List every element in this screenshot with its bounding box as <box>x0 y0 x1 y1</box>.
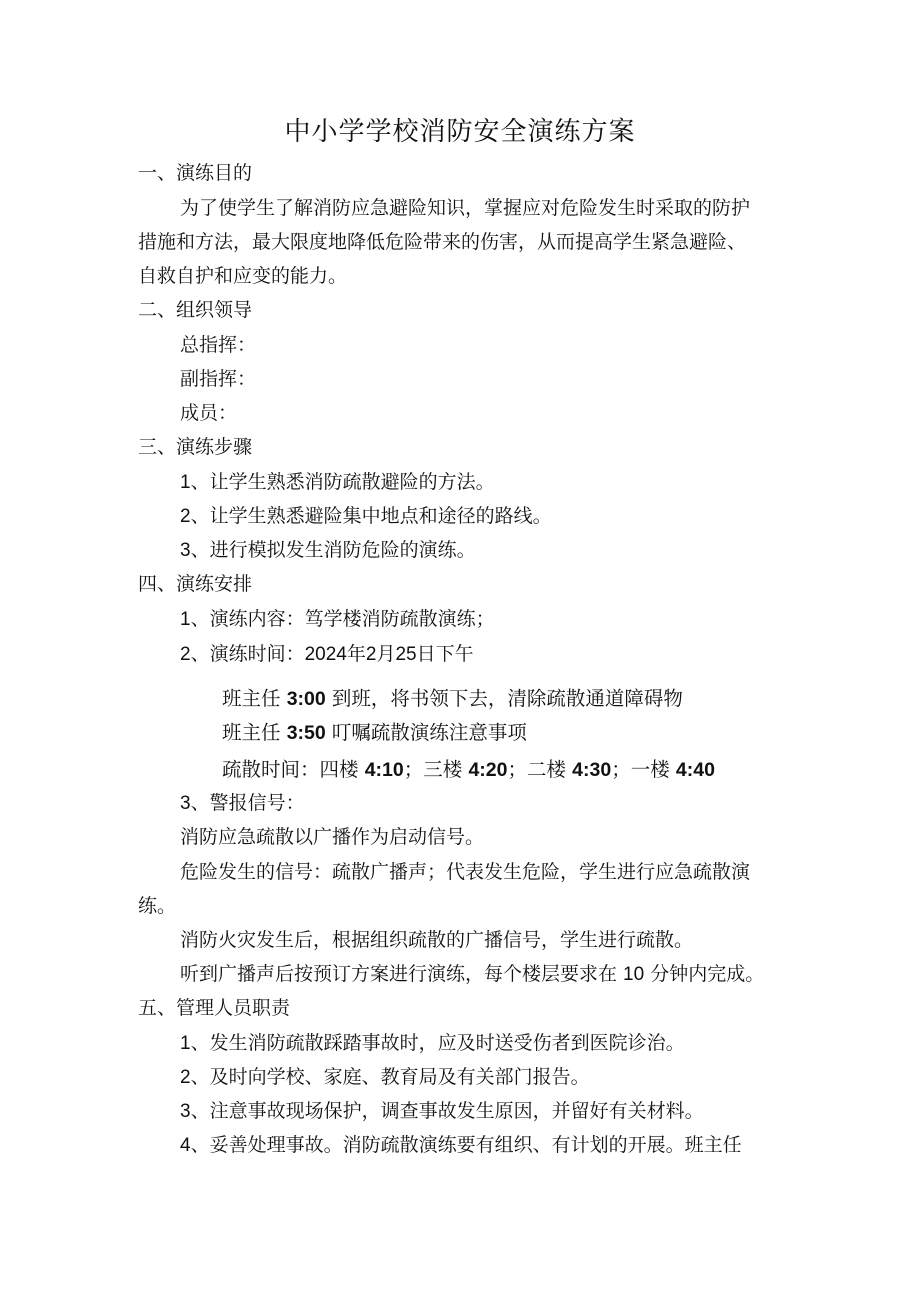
deputy-commander-label: 副指挥： <box>180 368 257 390</box>
section-heading-4: 四、演练安排 <box>138 573 253 595</box>
paragraph-line: 为了使学生了解消防应急避险知识，掌握应对危险发生时采取的防护 <box>180 197 751 219</box>
members-label: 成员： <box>180 402 238 424</box>
list-item: 1、让学生熟悉消防疏散避险的方法。 <box>180 471 495 493</box>
list-item: 1、发生消防疏散踩踏事故时，应及时送受伤者到医院诊治。 <box>180 1032 685 1054</box>
paragraph-line: 消防火灾发生后，根据组织疏散的广播信号，学生进行疏散。 <box>180 929 694 951</box>
list-item: 2、及时向学校、家庭、教育局及有关部门报告。 <box>180 1066 590 1088</box>
paragraph-line: 自救自护和应变的能力。 <box>138 265 348 287</box>
schedule-line: 班主任 3:50 叮嘱疏散演练注意事项 <box>222 721 527 744</box>
paragraph-line: 练。 <box>138 895 177 917</box>
schedule-line: 班主任 3:00 到班，将书领下去，清除疏散通道障碍物 <box>222 687 683 710</box>
list-item: 2、演练时间：2024年2月25日下午 <box>180 643 474 665</box>
section-heading-1: 一、演练目的 <box>138 162 253 184</box>
section-heading-3: 三、演练步骤 <box>138 436 253 458</box>
list-item: 4、妥善处理事故。消防疏散演练要有组织、有计划的开展。班主任 <box>180 1134 742 1156</box>
list-item: 1、演练内容：笃学楼消防疏散演练； <box>180 608 495 630</box>
section-heading-2: 二、组织领导 <box>138 299 253 321</box>
page-title: 中小学学校消防安全演练方案 <box>284 117 636 147</box>
list-item: 3、警报信号： <box>180 792 305 814</box>
list-item: 3、进行模拟发生消防危险的演练。 <box>180 539 476 561</box>
paragraph-line: 措施和方法，最大限度地降低危险带来的伤害，从而提高学生紧急避险、 <box>138 231 747 253</box>
commander-label: 总指挥： <box>180 334 257 356</box>
list-item: 2、让学生熟悉避险集中地点和途径的路线。 <box>180 505 552 527</box>
paragraph-line: 听到广播声后按预订方案进行演练，每个楼层要求在 10 分钟内完成。 <box>180 963 765 985</box>
paragraph-line: 消防应急疏散以广播作为启动信号。 <box>180 826 485 848</box>
list-item: 3、注意事故现场保护，调查事故发生原因，并留好有关材料。 <box>180 1100 704 1122</box>
paragraph-line: 危险发生的信号：疏散广播声；代表发生危险，学生进行应急疏散演 <box>180 861 751 883</box>
section-heading-5: 五、管理人员职责 <box>138 997 291 1019</box>
schedule-line: 疏散时间：四楼 4:10；三楼 4:20；二楼 4:30；一楼 4:40 <box>222 758 715 781</box>
